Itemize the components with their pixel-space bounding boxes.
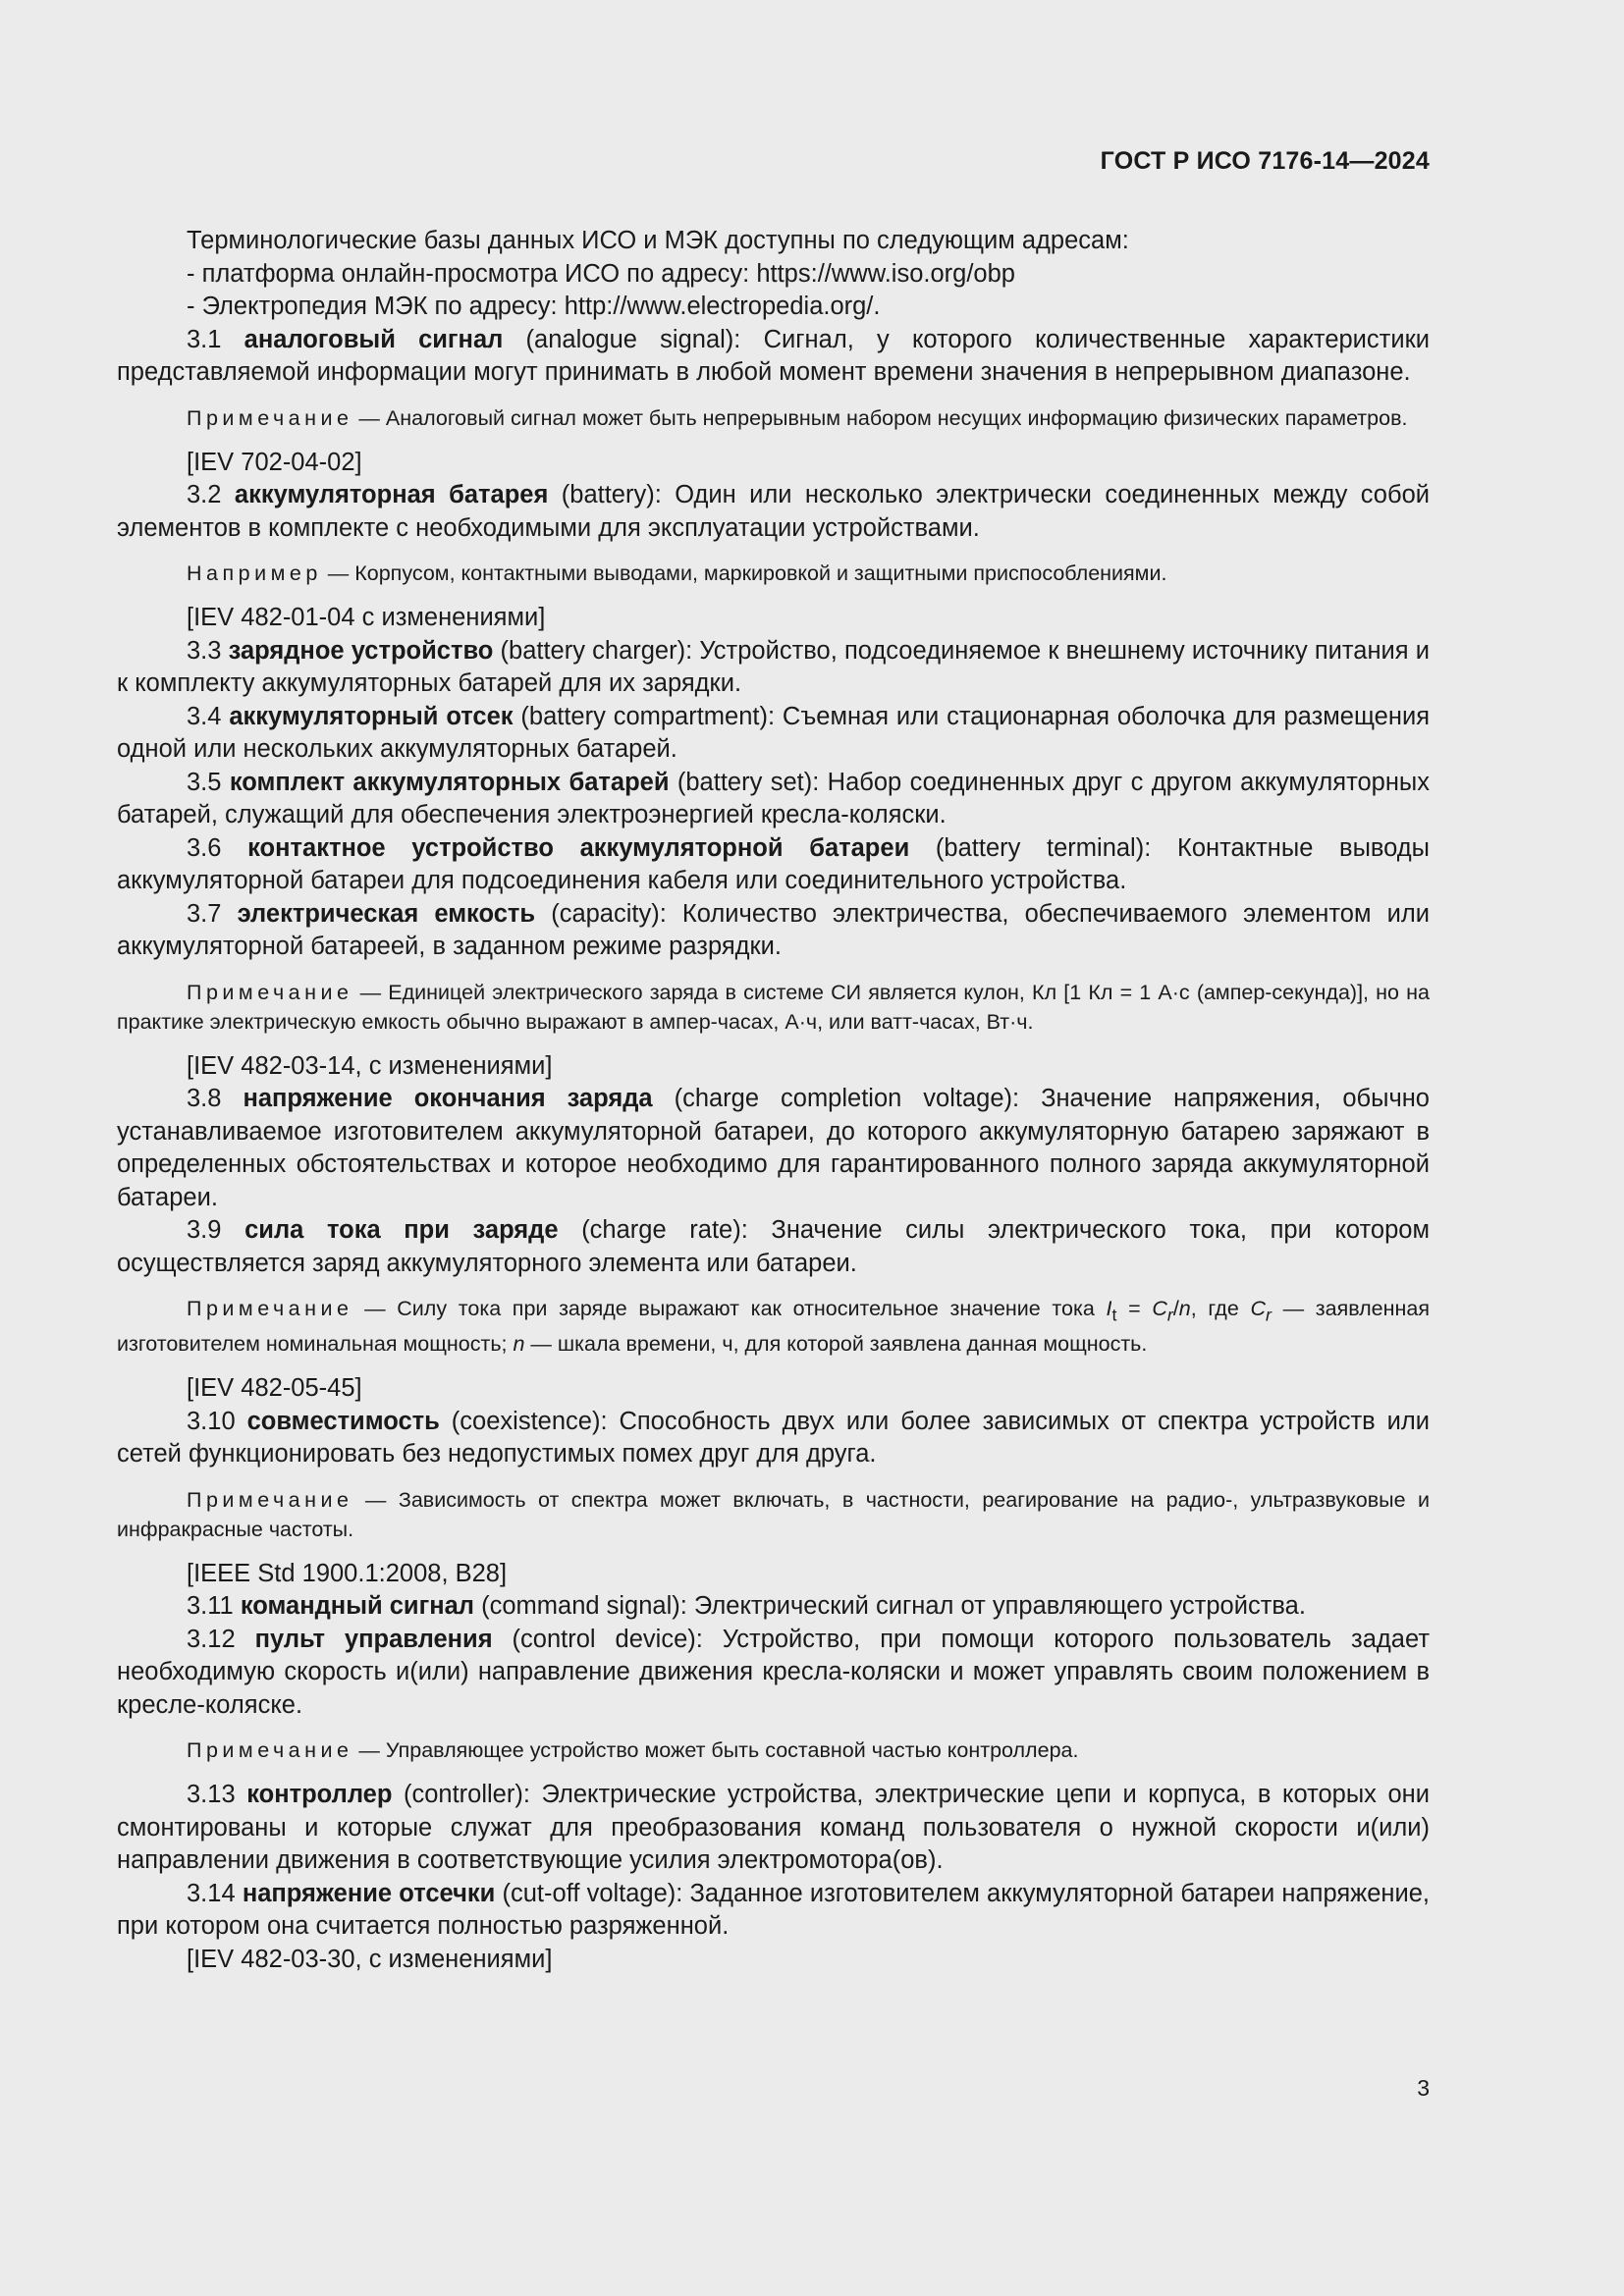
term-entry: [117, 1083, 1430, 1214]
note: [117, 403, 1430, 433]
note: [117, 978, 1430, 1037]
page-number: 3: [1417, 2075, 1430, 2101]
formula-symbol: C: [1152, 1297, 1167, 1320]
term-number: 3.5: [187, 768, 222, 796]
note-text: /: [1172, 1297, 1179, 1320]
note-text: — Зависимость от спектра может включать, в частности, реагирование на радио-, ультразвуковые и инфракрасные частоты.: [117, 1487, 1430, 1541]
term-name: командный сигнал: [240, 1592, 475, 1621]
term-name: электрическая емкость: [237, 899, 536, 928]
term-definition: (capacity): Количество электричества, обеспечиваемого элементом или аккумуляторной батареей, в заданном режиме разрядки.: [117, 899, 1430, 960]
note-text: — шкала времени, ч, для которой заявлена данная мощность.: [524, 1332, 1148, 1357]
term-name: аналоговый сигнал: [244, 325, 504, 353]
term-definition: (battery compartment): Съемная или стационарная оболочка для размещения одной или нескольких аккумуляторных батарей.: [117, 702, 1430, 763]
example: [117, 559, 1430, 588]
term-name: напряжение отсечки: [242, 1879, 496, 1907]
term-source: [IEV 702-04-02]: [187, 448, 362, 476]
formula-subscript: r: [1166, 1305, 1173, 1325]
term-source: [IEEE Std 1900.1:2008, B28]: [187, 1559, 508, 1587]
term-definition: (battery set): Набор соединенных друг с другом аккумуляторных батарей, служащий для обеспечения электроэнергией кресла-коляски.: [117, 768, 1430, 828]
term-number: 3.11: [187, 1592, 234, 1621]
term-name: пульт управления: [254, 1625, 493, 1653]
term-definition: (charge rate): Значение силы электрического тока, при котором осуществляется заряд аккумуляторного элемента или батареи.: [117, 1216, 1430, 1277]
term-entry: [117, 1878, 1430, 1944]
note-label: Примечание: [187, 1738, 353, 1763]
term-number: 3.10: [187, 1407, 236, 1435]
term-name: аккумуляторный отсек: [229, 702, 514, 730]
note-label: Примечание: [187, 405, 353, 430]
term-definition: (battery terminal): Контактные выводы аккумуляторной батареи для подсоединения кабеля или соединительного устройства.: [117, 833, 1430, 894]
intro-line: - платформа онлайн-просмотра ИСО по адресу: https://www.iso.org/obp: [187, 259, 1015, 288]
note: [117, 1485, 1430, 1544]
note-text: — Единицей электрического заряда в системе СИ является кулон, Кл [1 Кл = 1 А·с (ампер-секунда)], но на практике электрическую емкость обычно выражают в ампер-часах, А·ч, или ватт-часах, Вт·ч.: [117, 980, 1430, 1034]
term-number: 3.8: [187, 1085, 222, 1112]
note-text: — заявленная изготовителем номинальная мощность;: [117, 1297, 1430, 1357]
term-definition: (battery): Один или несколько электрически соединенных между собой элементов в комплекте с необходимыми для эксплуатации устройствами.: [117, 481, 1430, 542]
term-number: 3.4: [187, 702, 222, 730]
intro-line: - Электропедия МЭК по адресу: http://www.electropedia.org/.: [187, 293, 881, 320]
term-entry: [117, 635, 1430, 701]
formula-symbol: I: [1106, 1297, 1112, 1320]
note-text: , где: [1190, 1297, 1251, 1320]
term-name: контактное устройство аккумуляторной батареи: [247, 833, 910, 862]
term-name: напряжение окончания заряда: [243, 1085, 653, 1112]
term-number: 3.7: [187, 899, 222, 928]
term-entry: [117, 1590, 1430, 1624]
term-source: [IEV 482-03-14, с изменениями]: [187, 1051, 553, 1080]
term-number: 3.2: [187, 481, 222, 508]
term-entry: [117, 767, 1430, 832]
term-source: [IEV 482-05-45]: [187, 1374, 362, 1403]
term-number: 3.9: [187, 1216, 222, 1244]
term-source: [IEV 482-01-04 с изменениями]: [187, 604, 546, 631]
term-number: 3.13: [187, 1781, 236, 1809]
note-label: Примечание: [187, 1487, 353, 1512]
note-text: — Силу тока при заряде выражают как относительное значение тока: [352, 1297, 1107, 1320]
formula-symbol: n: [513, 1332, 525, 1357]
term-source: [IEV 482-03-30, с изменениями]: [187, 1945, 553, 1973]
note: [117, 1294, 1430, 1359]
note-label: Примечание: [187, 1297, 353, 1320]
formula-subscript: t: [1111, 1305, 1117, 1325]
note-text: =: [1116, 1297, 1153, 1320]
term-name: аккумуляторная батарея: [234, 481, 549, 508]
term-name: комплект аккумуляторных батарей: [229, 768, 670, 796]
term-entry: [117, 898, 1430, 964]
formula-symbol: n: [1178, 1297, 1191, 1320]
term-entry: [117, 324, 1430, 390]
note: [117, 1735, 1430, 1765]
term-entry: [117, 832, 1430, 898]
term-definition: (battery charger): Устройство, подсоединяемое к внешнему источнику питания и к комплекту аккумуляторных батарей для их зарядки.: [117, 636, 1430, 697]
term-name: совместимость: [246, 1407, 440, 1435]
note-label: Примечание: [187, 980, 353, 1004]
term-entry: [117, 1624, 1430, 1723]
note-text: — Аналоговый сигнал может быть непрерывным набором несущих информацию физических параметров.: [352, 405, 1408, 430]
term-definition: (control device): Устройство, при помощи которого пользователь задает необходимую скорость и(или) направление движения кресла-коляски и может управлять своим положением в кресле-коляске.: [117, 1625, 1430, 1719]
intro-line: Терминологические базы данных ИСО и МЭК доступны по следующим адресам:: [187, 227, 1129, 254]
note-text: — Управляющее устройство может быть составной частью контроллера.: [352, 1738, 1079, 1763]
term-definition: (charge completion voltage): Значение напряжения, обычно устанавливаемое изготовителем аккумуляторной батареи, до которого аккумуляторную батарею заряжают в определенных обстоятельствах и которое необходимо для гарантированного полного заряда аккумуляторной батареи.: [117, 1085, 1430, 1211]
term-entry: [117, 1214, 1430, 1280]
term-name: сила тока при заряде: [244, 1216, 559, 1244]
term-definition: (cut-off voltage): Заданное изготовителем аккумуляторной батареи напряжение, при котором она считается полностью разряженной.: [117, 1879, 1430, 1941]
term-name: контроллер: [246, 1781, 393, 1809]
document-body: [117, 225, 1430, 1976]
term-definition: (controller): Электрические устройства, электрические цепи и корпуса, в которых они смонтированы и которые служат для преобразования команд пользователя о нужной скорости и(или) направлении движения в соответствующие усилия электромотора(ов).: [117, 1781, 1430, 1875]
term-entry: [117, 1779, 1430, 1878]
term-number: 3.6: [187, 833, 222, 862]
formula-symbol: C: [1250, 1297, 1266, 1320]
term-entry: [117, 1406, 1430, 1471]
term-number: 3.14: [187, 1879, 236, 1907]
term-number: 3.3: [187, 636, 222, 665]
term-definition: (command signal): Электрический сигнал от управляющего устройства.: [474, 1592, 1306, 1621]
term-definition: (coexistence): Способность двух или более зависимых от спектра устройств или сетей функционировать без недопустимых помех друг для друга.: [117, 1407, 1430, 1468]
document-code: ГОСТ Р ИСО 7176-14—2024: [1100, 147, 1430, 175]
term-definition: (analogue signal): Сигнал, у которого количественные характеристики представляемой информации могут принимать в любой момент времени значения в непрерывном диапазоне.: [117, 325, 1430, 386]
example-text: — Корпусом, контактными выводами, маркировкой и защитными приспособлениями.: [321, 561, 1167, 585]
example-label: Например: [187, 561, 322, 585]
formula-subscript: r: [1265, 1305, 1272, 1325]
term-name: зарядное устройство: [228, 636, 494, 665]
term-number: 3.1: [187, 325, 222, 353]
term-entry: [117, 479, 1430, 545]
term-number: 3.12: [187, 1625, 236, 1653]
term-entry: [117, 701, 1430, 767]
